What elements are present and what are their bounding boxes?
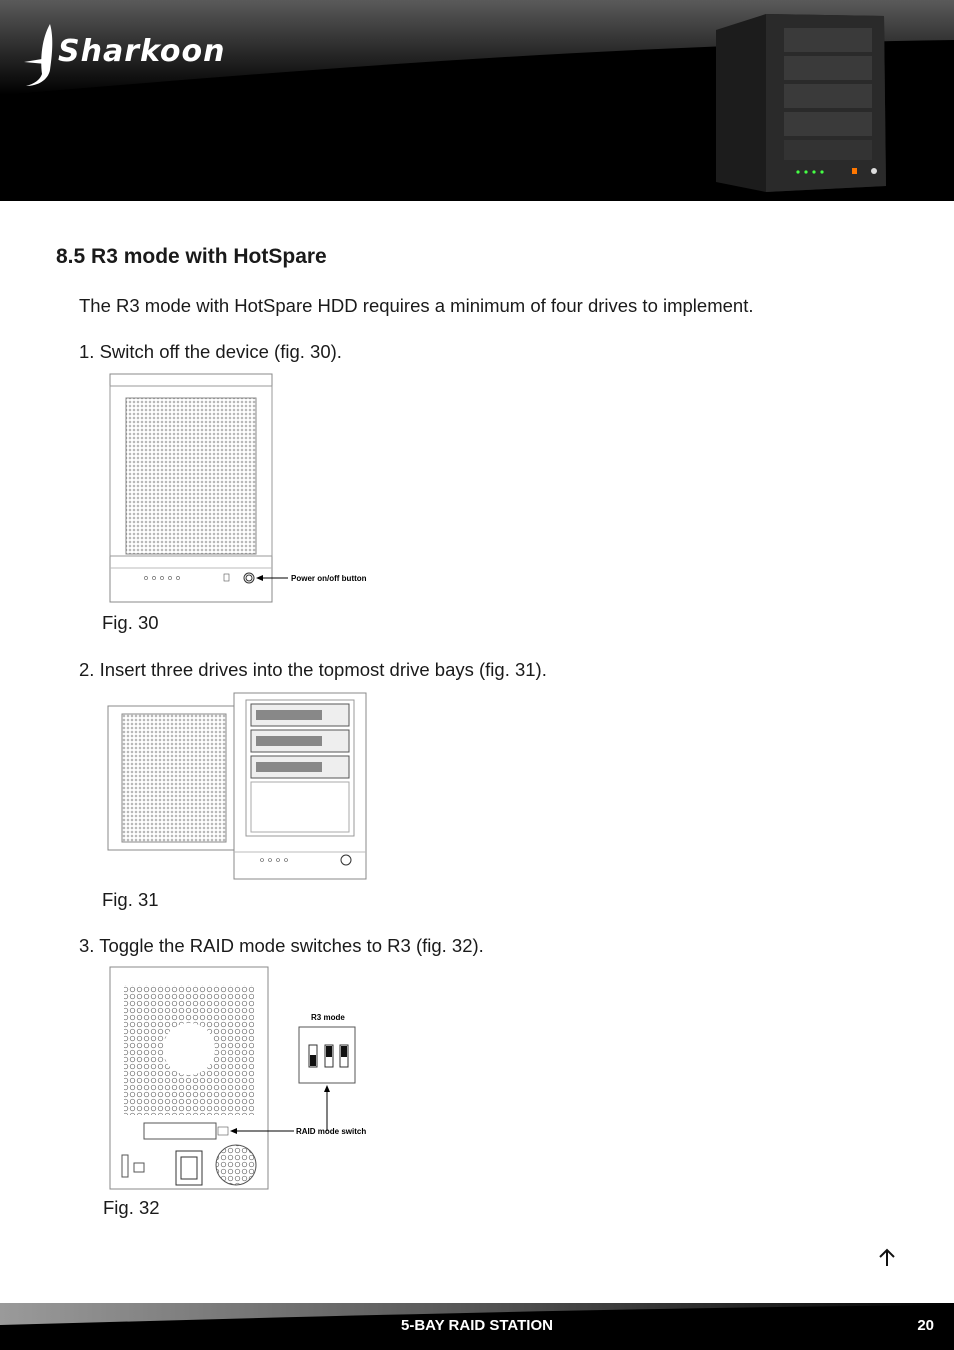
step-1-text: 1. Switch off the device (fig. 30). [79,341,342,362]
intro-paragraph: The R3 mode with HotSpare HDD requires a minimum of four drives to implement. [79,295,754,316]
page-header [0,0,954,201]
r3-mode-label: R3 mode [311,1013,345,1022]
fig-30-caption: Fig. 30 [102,612,159,633]
fig-32-rear-view [108,965,378,1191]
footer-title: 5-BAY RAID STATION [401,1317,553,1334]
fig-31-caption: Fig. 31 [102,889,159,910]
up-arrow-icon[interactable] [876,1246,898,1270]
raid-switch-callout: RAID mode switch [296,1127,367,1136]
section-title: 8.5 R3 mode with HotSpare [56,245,327,268]
fig-31-open-door-view [106,690,368,882]
page-footer [0,1303,954,1350]
page-number: 20 [917,1317,934,1334]
step-3-text: 3. Toggle the RAID mode switches to R3 (fig. 32). [79,935,484,956]
fig-30-front-view [108,372,378,604]
step-2-text: 2. Insert three drives into the topmost drive bays (fig. 31). [79,659,547,680]
brand-logo-text: Sharkoon [58,34,226,69]
fig-32-caption: Fig. 32 [103,1197,160,1218]
power-button-callout: Power on/off button [291,574,367,583]
product-raid-station-image [706,10,891,195]
